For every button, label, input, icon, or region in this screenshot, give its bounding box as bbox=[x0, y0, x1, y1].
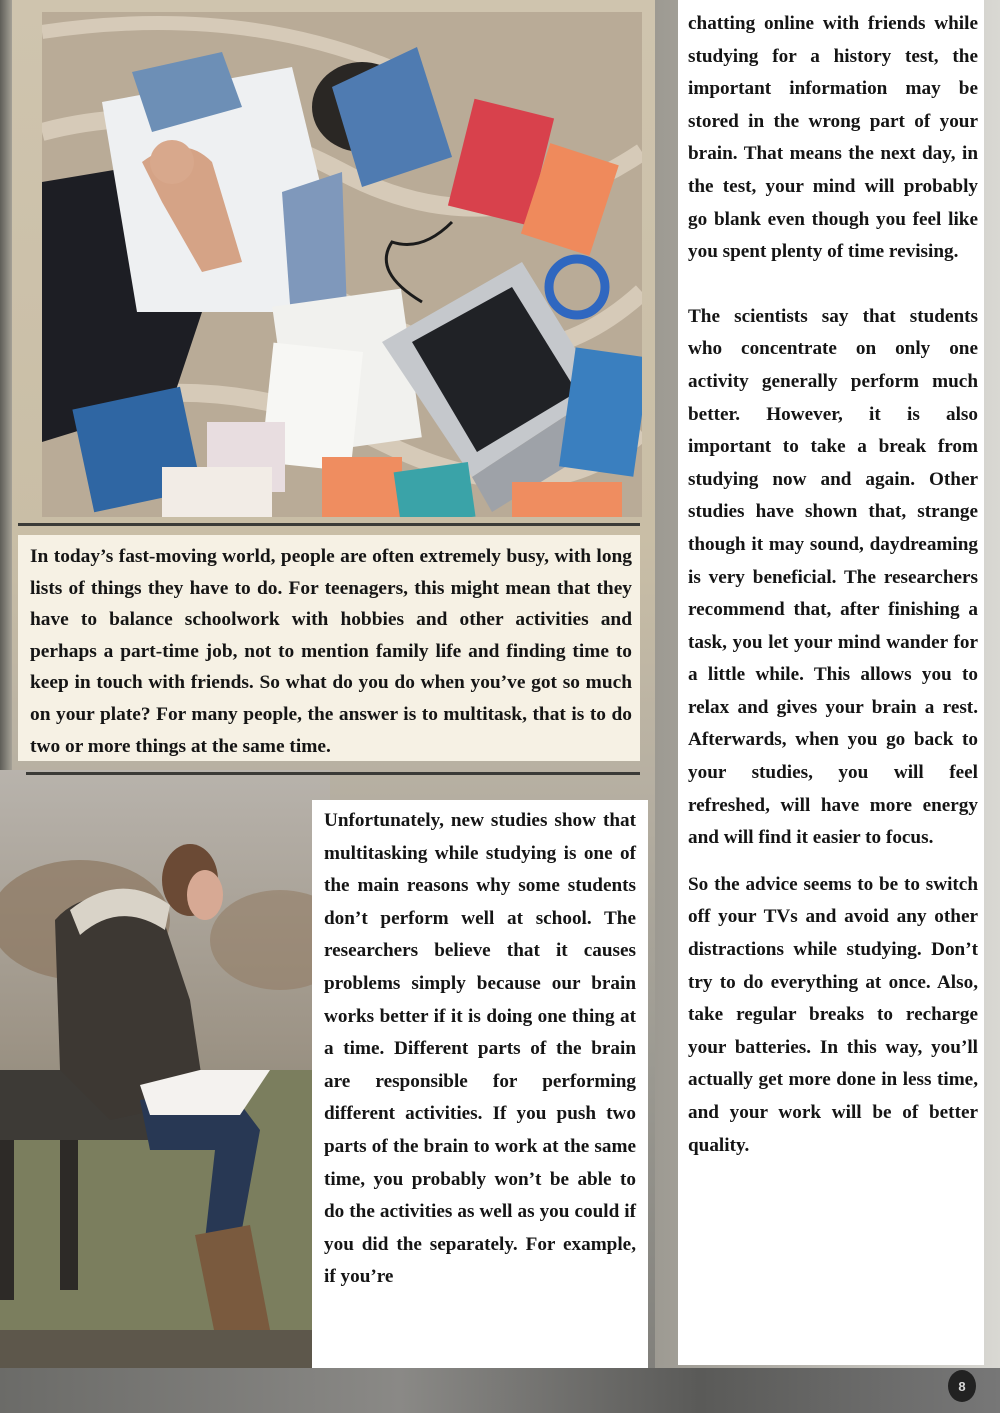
divider-rule-top bbox=[18, 523, 640, 526]
intro-paragraph: In today’s fast-moving world, people are often extremely busy, with long lists of things they have to do. For teenagers, this might mean that they have to balance schoolwork with hobbies and other activities and perhaps a part-time job, not to mention family life and finding time to keep in touch with friends. So what do you do when you’ve got so much on your plate? For many people, the answer is to multitask, that is to do two or more things at the same time. bbox=[18, 535, 640, 761]
bottom-edge bbox=[0, 1368, 1000, 1413]
right-column-paragraph: The scientists say that students who concentrate on only one activity generally perform much better. However, it is also important to take a break from studying now and again. Other studies have shown that, strange though it may sound, daydreaming is very beneficial. The researchers recommend that, after finishing a task, you let your mind wander for a little while. This allows you to relax and gives your brain a rest. Afterwards, when you go back to your studies, you will feel refreshed, will have more energy and will find it easier to focus. bbox=[688, 305, 978, 849]
student-sleeping-on-books-photo bbox=[42, 12, 642, 517]
girl-reading-outdoors-photo bbox=[0, 770, 330, 1370]
right-column-paragraph: So the advice seems to be to switch off your TVs and avoid any other distractions while studying. Don’t try to do everything at once. Also, take regular breaks to recharge your batteries. In this way, you’ll actually get more done in less time, and your work will be of better quality. bbox=[688, 873, 978, 1156]
middle-column-text: Unfortunately, new studies show that multitasking while studying is one of the main reasons why some students don’t perform well at school. The researchers believe that it causes problems simply because our brain works better if it is doing one thing at a time. Different parts of the brain are responsible for performing different activities. If you push two parts of the brain to work at the same time, you probably won’t be able to do the activities as well as you could if you did the separately. For example, if you’re bbox=[312, 800, 648, 1368]
divider-rule-bottom bbox=[26, 772, 640, 775]
page-number: 8 bbox=[948, 1370, 976, 1402]
right-column-paragraph: chatting online with friends while studying for a history test, the important information may be stored in the wrong part of your brain. That means the next day, in the test, your mind will probably go blank even though you feel like you spent plenty of time revising. bbox=[688, 13, 978, 263]
right-column bbox=[678, 0, 984, 1365]
